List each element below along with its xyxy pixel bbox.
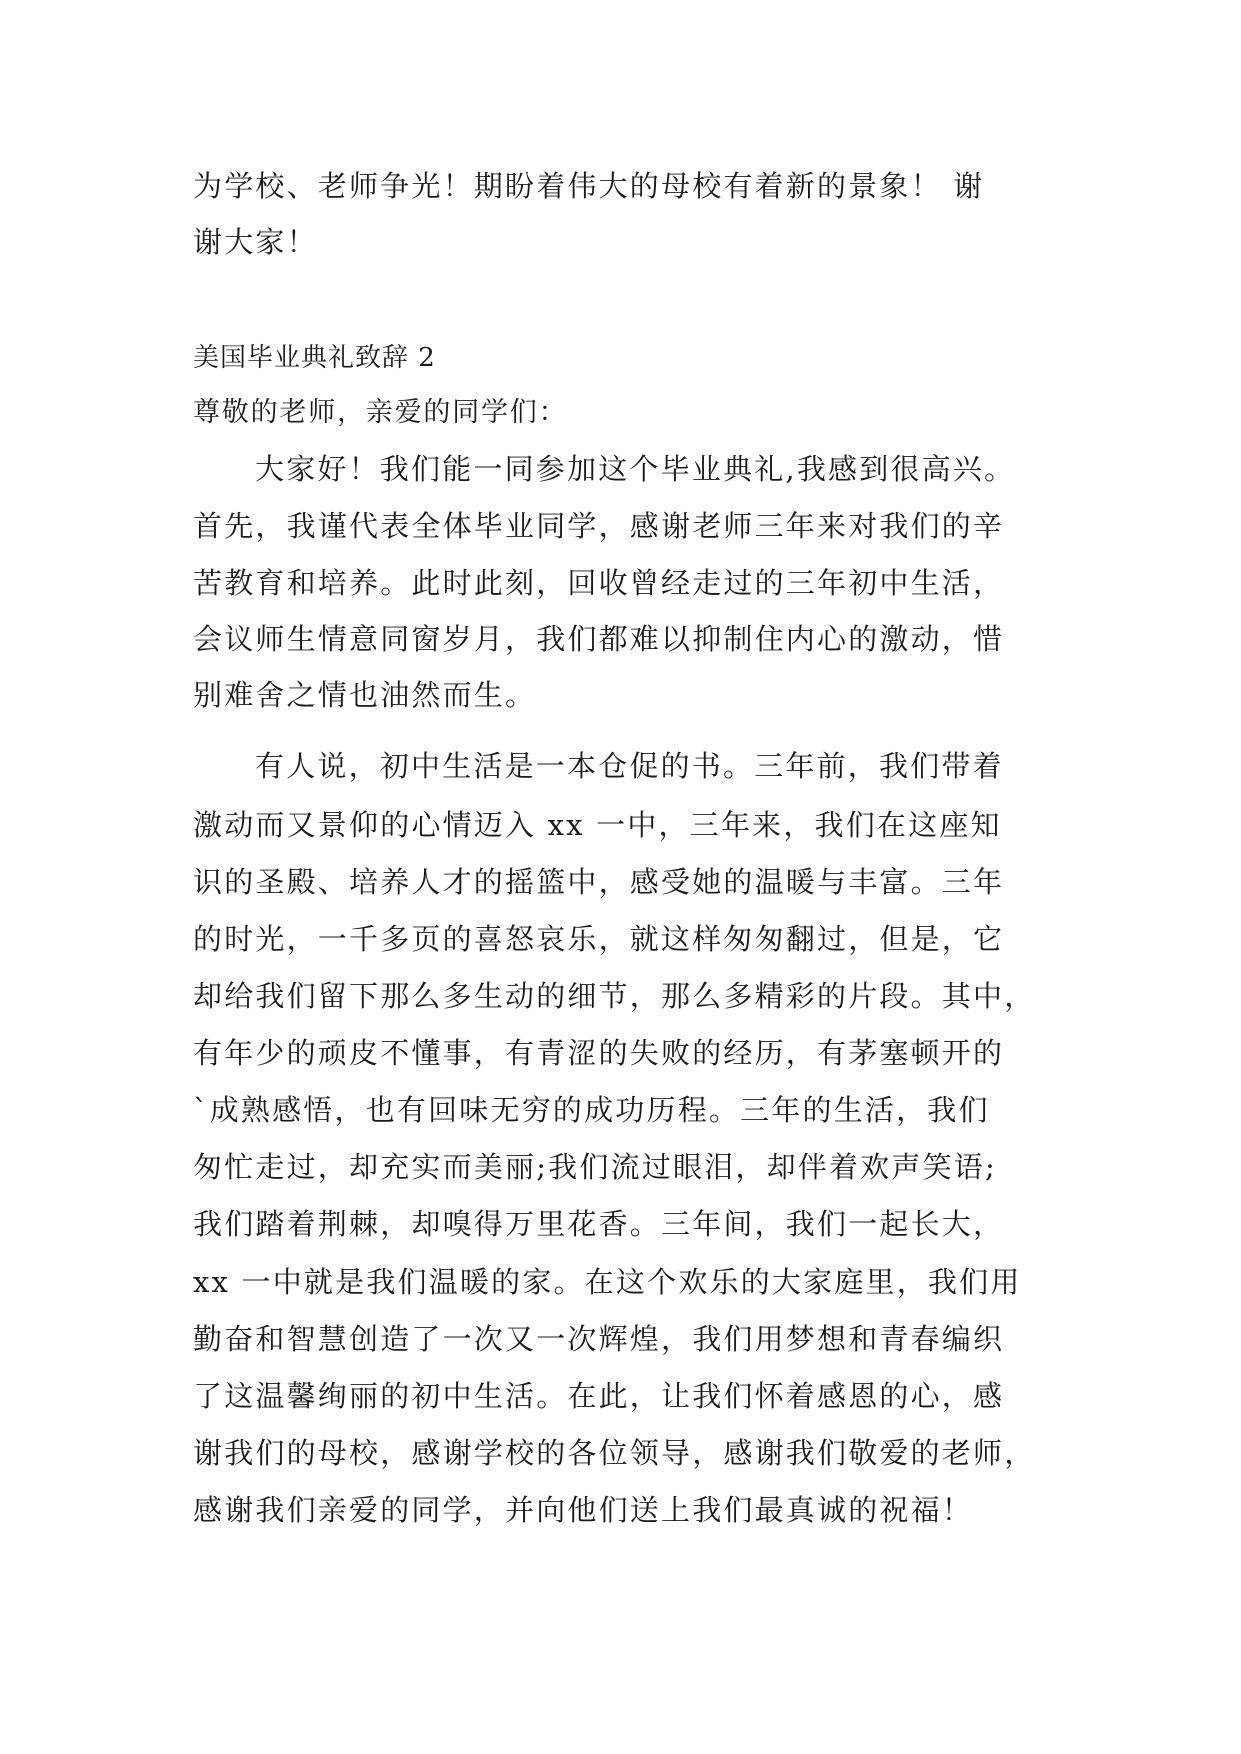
paragraph-line: 感谢我们亲爱的同学，并向他们送上我们最真诚的祝福！ (193, 1493, 974, 1527)
paragraph-line: 激动而又景仰的心情迈入 xx 一中，三年来，我们在这座知 (193, 808, 1002, 842)
salutation: 尊敬的老师，亲爱的同学们： (193, 397, 568, 428)
paragraph-line: 的时光，一千多页的喜怒哀乐，就这样匆匆翻过，但是，它 (193, 922, 1005, 956)
paragraph-line: 了这温馨绚丽的初中生活。在此，让我们怀着感恩的心，感 (193, 1379, 1005, 1413)
paragraph-line: 匆忙走过，却充实而美丽;我们流过眼泪，却伴着欢声笑语; (193, 1150, 997, 1184)
section-title: 美国毕业典礼致辞 2 (193, 343, 436, 373)
paragraph-line: 谢我们的母校，感谢学校的各位领导，感谢我们敬爱的老师， (193, 1436, 1036, 1470)
paragraph-line: 别难舍之情也油然而生。 (193, 678, 537, 712)
paragraph-line: xx 一中就是我们温暖的家。在这个欢乐的大家庭里，我们用 (193, 1265, 1022, 1299)
paragraph-line: 有年少的顽皮不懂事，有青涩的失败的经历，有茅塞顿开的 (193, 1036, 1005, 1070)
paragraph-line: 勤奋和智慧创造了一次又一次辉煌，我们用梦想和青春编织 (193, 1322, 1005, 1356)
paragraph-line: 我们踏着荆棘，却嗅得万里花香。三年间，我们一起长大， (193, 1207, 1005, 1241)
paragraph-line: 识的圣殿、培养人才的摇篮中，感受她的温暖与丰富。三年 (193, 865, 1005, 899)
paragraph-line: 却给我们留下那么多生动的细节，那么多精彩的片段。其中， (193, 979, 1036, 1013)
paragraph-line: 苦教育和培养。此时此刻，回收曾经走过的三年初中生活， (193, 566, 1005, 600)
paragraph-line: `成熟感悟，也有回味无穷的成功历程。三年的生活，我们 (193, 1093, 990, 1127)
text-line: 谢大家！ (193, 225, 318, 259)
paragraph-line: 会议师生情意同窗岁月，我们都难以抑制住内心的激动，惜 (193, 622, 1005, 656)
paragraph-line: 有人说，初中生活是一本仓促的书。三年前，我们带着 (255, 749, 1004, 783)
paragraph-line: 首先，我谨代表全体毕业同学，感谢老师三年来对我们的辛 (193, 509, 1005, 543)
text-line: 为学校、老师争光！期盼着伟大的母校有着新的景象！ 谢 (193, 169, 985, 203)
paragraph-line: 大家好！我们能一同参加这个毕业典礼,我感到很高兴。 (255, 452, 1016, 486)
